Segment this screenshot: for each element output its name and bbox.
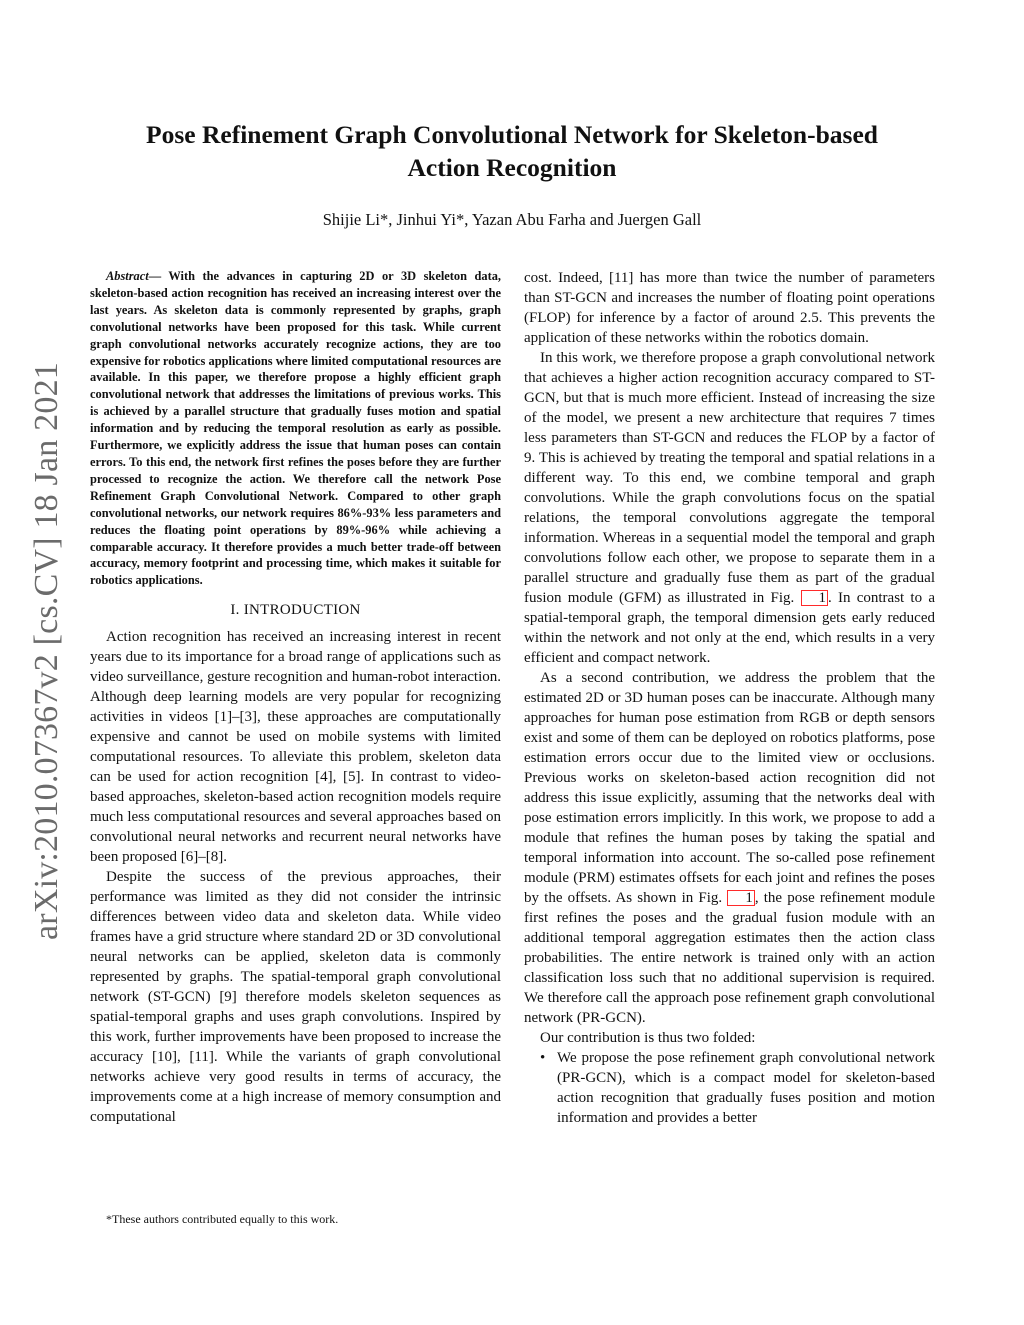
right-column bbox=[524, 268, 935, 1128]
abstract-dash: — bbox=[148, 269, 169, 283]
arxiv-identifier-stamp: arXiv:2010.07367v2 [cs.CV] 18 Jan 2021 bbox=[28, 362, 65, 940]
section-heading-introduction: I. INTRODUCTION bbox=[230, 602, 361, 619]
intro-paragraph-2: Despite the success of the previous approaches, their performance was limited as they did not consider the intrinsic differences between video data and skeleton data. While video frames have a grid structure where standard 2D or 3D convolutional neural networks can be applied, skeleton data is commonly represented by graphs. The spatial-temporal graph convolutional network (ST-GCN) [9] therefore models skeleton sequences as spatial-temporal graphs and uses graph convolutions. Inspired by this work, further improvements have been proposed to increase the accuracy [10], [11]. While the variants of graph convolutional networks achieve very good results in terms of accuracy, the improvements come at a high increase of memory consumption and computational bbox=[90, 869, 501, 1126]
intro-paragraph-1: Action recognition has received an increasing interest in recent years due to its importance for a broad range of applications such as video surveillance, gesture recognition and human-robot interaction. Although deep learning models are very popular for recognizing activities in videos [1]–[3], these approaches are computationally expensive and cannot be used on mobile systems with limited computational resources. To alleviate this problem, skeleton data can be used for action recognition [4], [5]. In contrast to video-based approaches, skeleton-based action recognition models require much less computational resources and several approaches based on convolutional neural networks and recurrent neural networks have been proposed [6]–[8]. bbox=[90, 629, 501, 866]
intro-paragraph-4 bbox=[524, 348, 935, 668]
abstract bbox=[90, 268, 501, 589]
figure-1-link-2[interactable]: 1 bbox=[727, 890, 755, 906]
figure-1-link[interactable]: 1 bbox=[801, 590, 829, 606]
intro-paragraph-5-text-a: As a second contribution, we address the problem that the estimated 2D or 3D human poses can be inaccurate. Although many approaches for human pose estimation from RGB or depth sensors exist and some of them can be deployed on robotics platforms, pose estimation errors occur due to the limited view or occlusions. Previous works on skeleton-based action recognition did not address this issue explicitly, assuming that the networks deal with pose estimation errors implicitly. In this work, we propose to add a module that refines the human poses by taking the spatial and temporal information into account. The so-called pose refinement module (PRM) estimates offsets for each joint and refines the poses by the offsets. As shown in Fig. bbox=[524, 670, 935, 906]
intro-paragraph-4-text-b: . In contrast to a spatial-temporal graph, the temporal dimension gets early reduced within the network and not only at the end, which results in a very efficient and compact network. bbox=[524, 590, 935, 666]
contribution-item-1 bbox=[524, 1048, 935, 1128]
intro-paragraph-3: cost. Indeed, [11] has more than twice the number of parameters than ST-GCN and increases the number of floating point operations (FLOP) for inference by a factor of around 2.5. This prevents the application of these networks within the robotics domain. bbox=[524, 270, 935, 346]
intro-paragraph-4-text-a: In this work, we therefore propose a graph convolutional network that achieves a higher action recognition accuracy compared to ST-GCN, but that is much more efficient. Instead of increasing the size of the model, we present a new architecture that requires 7 times less parameters than ST-GCN and reduces the FLOP by a factor of 9. This is achieved by treating the temporal and spatial relations in a different way. To this end, we combine temporal and graph convolutions. While the graph convolutions focus on the spatial relations, the temporal convolutions aggregate the temporal information. Whereas in a sequential model the temporal and graph convolutions follow each other, we propose to separate them in a parallel structure and gradually fuse them as part of the gradual fusion module (GFM) as illustrated in Fig. bbox=[524, 350, 935, 606]
paper-title bbox=[90, 118, 934, 184]
author-list: Shijie Li*, Jinhui Yi*, Yazan Abu Farha and Juergen Gall bbox=[322, 210, 702, 229]
left-column bbox=[90, 268, 501, 1127]
abstract-lead: Abstract bbox=[106, 269, 149, 283]
abstract-text: With the advances in capturing 2D or 3D skeleton data, skeleton-based action recognition has received an increasing interest over the last years. As skeleton data is commonly represented by graphs, graph convolutional networks have been proposed for this task. While current graph convolutional networks accurately recognize actions, they are too expensive for robotics applications where limited computational resources are available. In this paper, we therefore propose a highly efficient graph convolutional network that addresses the limitations of previous works. This is achieved by a parallel structure that gradually fuses motion and spatial information and by reducing the temporal resolution as early as possible. Furthermore, we explicitly address the issue that human poses can contain errors. To this end, the network first refines the poses before they are further processed to recognize the action. We therefore call the network Pose Refinement Graph Convolutional Network. Compared to other graph convolutional networks, our network requires 86%-93% less parameters and reduces the floating point operations by 89%-96% while achieving a comparable accuracy. It therefore provides a much better trade-off between accuracy, memory footprint and processing time, which makes it suitable for robotics applications. bbox=[90, 269, 502, 588]
contribution-intro: Our contribution is thus two folded: bbox=[540, 1030, 756, 1046]
contribution-list bbox=[524, 1048, 935, 1128]
footnote-equal-contribution: *These authors contributed equally to this work. bbox=[106, 1212, 339, 1226]
contribution-item-1-text: We propose the pose refinement graph convolutional network (PR-GCN), which is a compact model for skeleton-based action recognition that gradually fuses position and motion information and provides a better bbox=[557, 1050, 935, 1126]
intro-paragraph-5 bbox=[524, 668, 935, 1028]
paper-title-line-1: Pose Refinement Graph Convolutional Network for Skeleton-based bbox=[146, 120, 878, 149]
intro-paragraph-5-text-b: , the pose refinement module first refines the poses and the gradual fusion module with an additional temporal aggregation estimates then the action class probabilities. The entire network is trained only with an action classification loss such that no additional supervision is required. We therefore call the approach pose refinement graph convolutional network (PR-GCN). bbox=[524, 890, 936, 1026]
paper-title-line-2: Action Recognition bbox=[407, 153, 617, 182]
bullet-icon: • bbox=[540, 1050, 546, 1066]
